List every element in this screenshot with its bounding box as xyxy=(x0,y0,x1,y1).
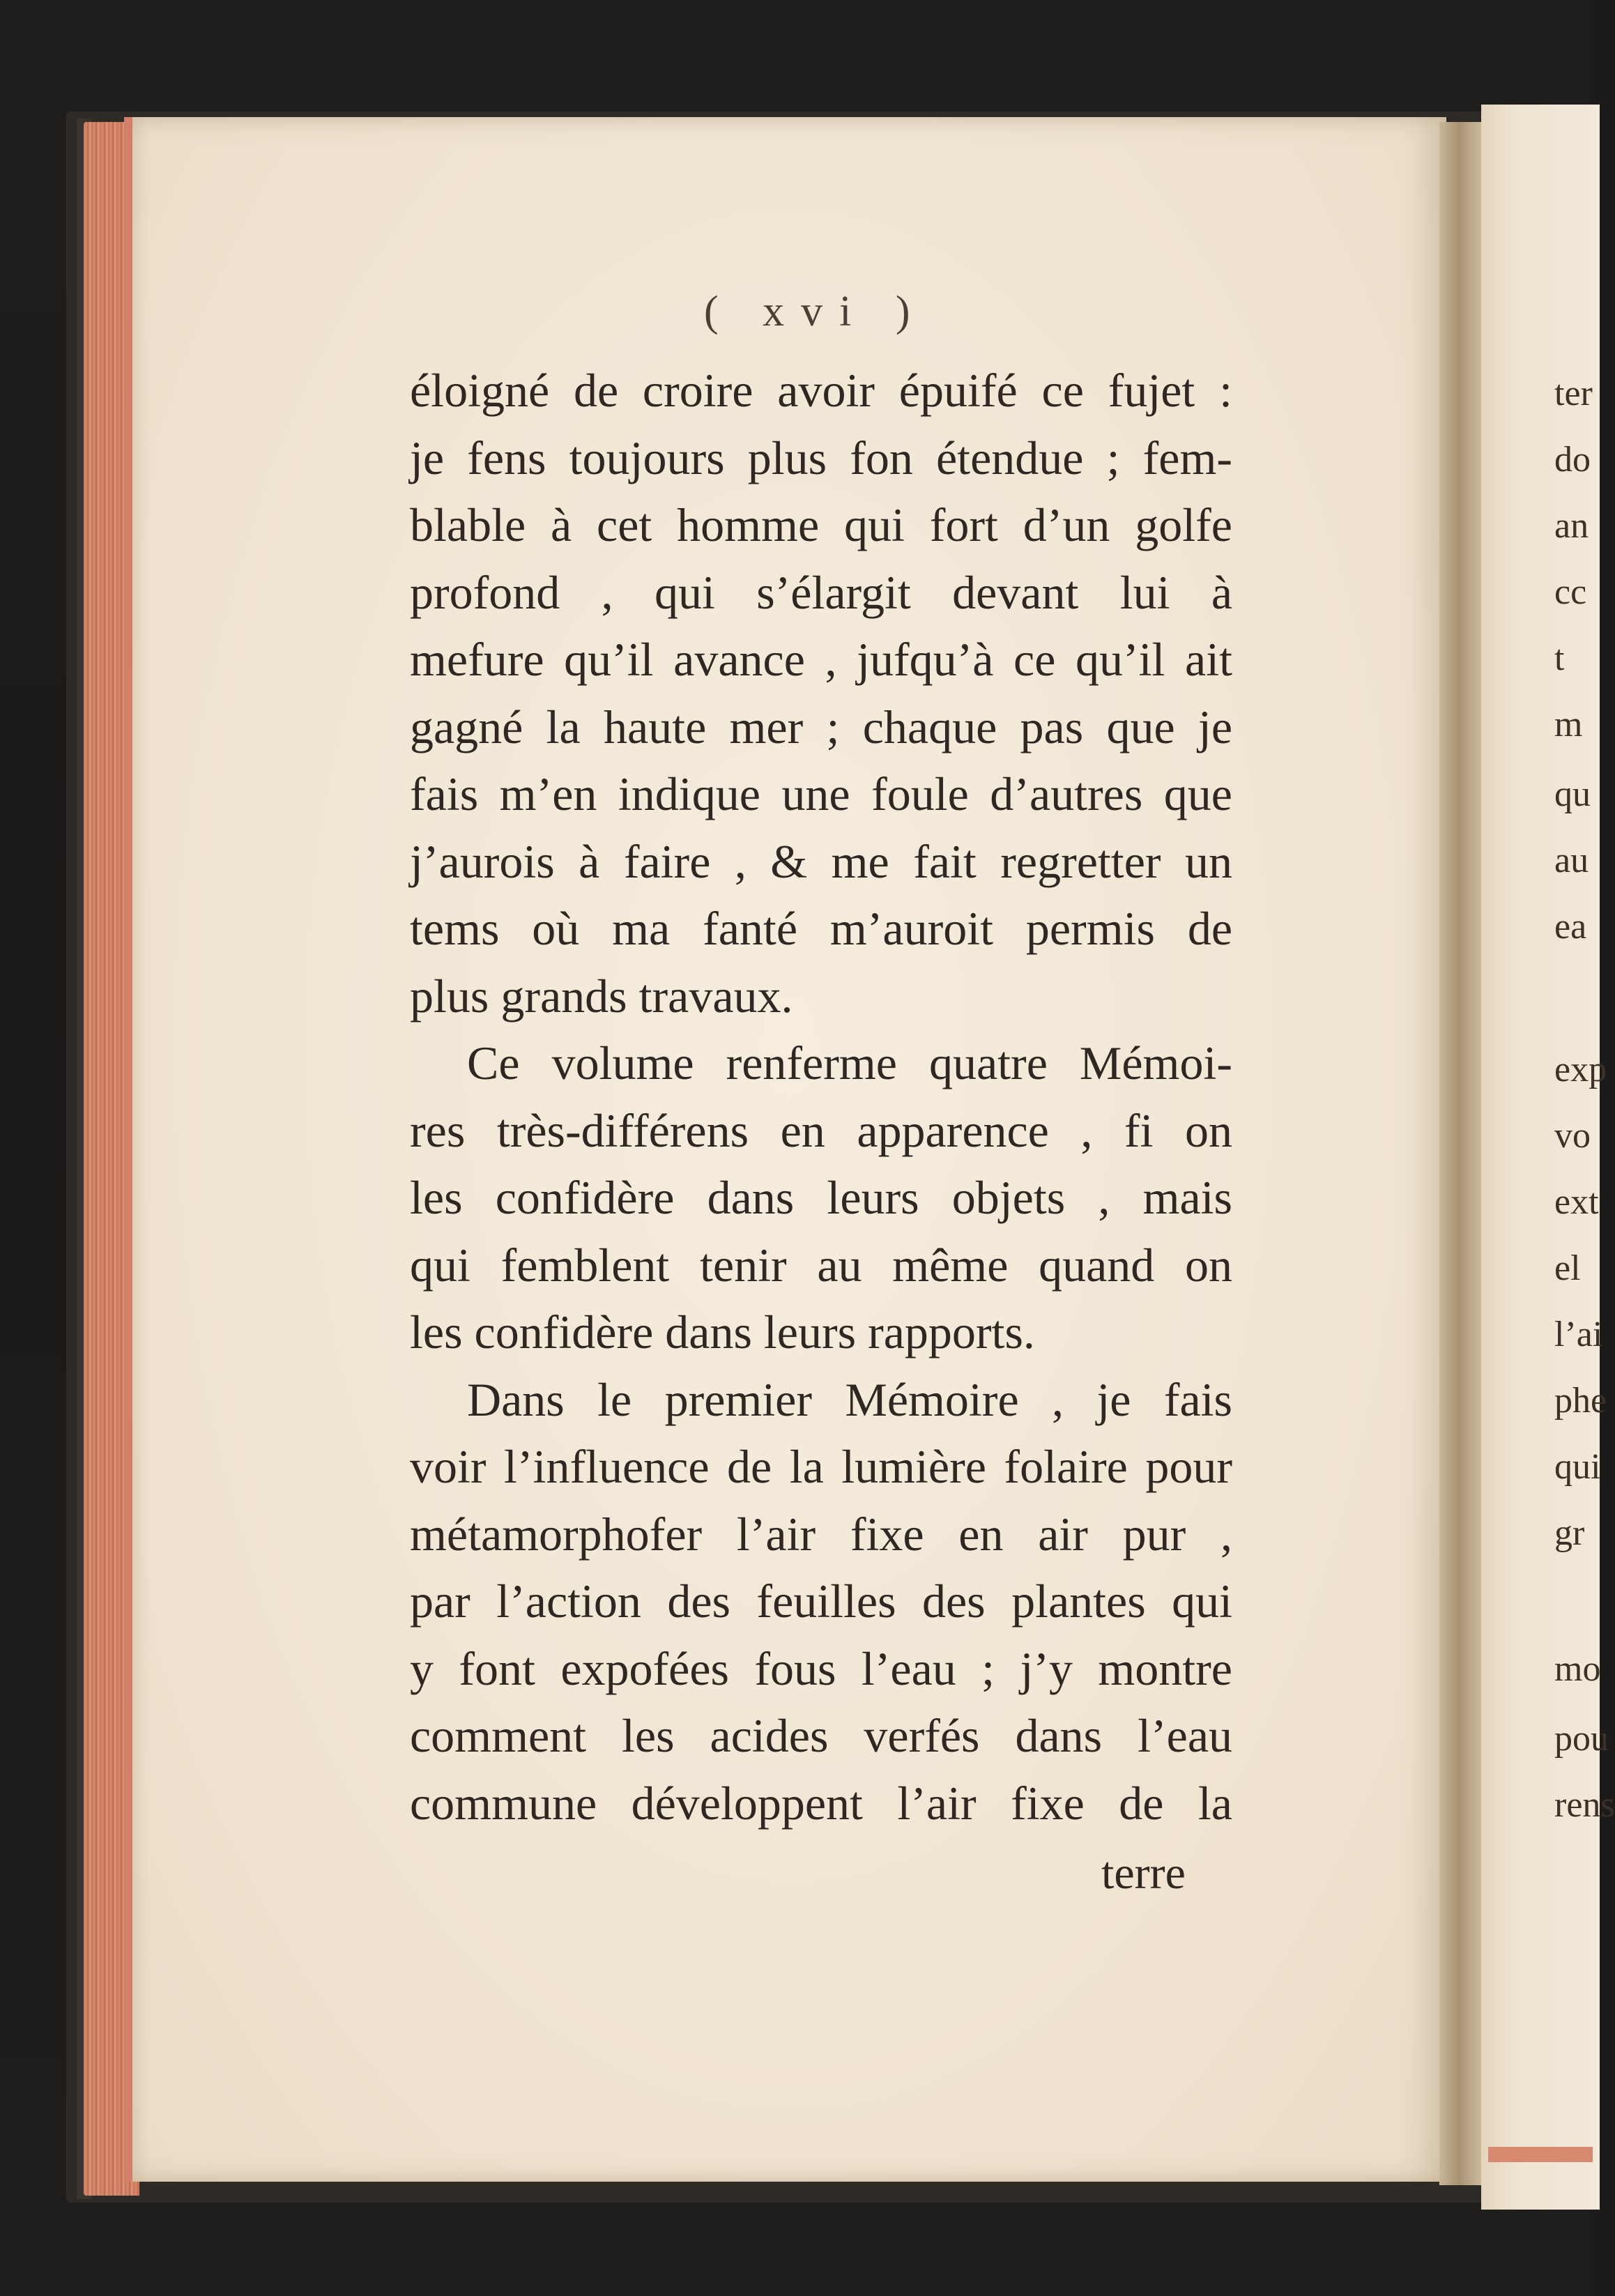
facing-page-fragment: qui xyxy=(1554,1447,1601,1487)
right-page-red-edge xyxy=(1488,2147,1593,2162)
page-header: ( xvi ) xyxy=(704,288,927,335)
catchword: terre xyxy=(1101,1848,1186,1899)
body-text xyxy=(410,357,1232,1837)
text-line: j’aurois à faire , & me fait regretter un xyxy=(410,834,1232,888)
facing-page-fragment: rens xyxy=(1554,1785,1615,1825)
text-line: qui femblent tenir au même quand on xyxy=(410,1238,1232,1292)
facing-page-fragment: ter xyxy=(1554,374,1593,413)
facing-page-fragment: qu xyxy=(1554,774,1591,814)
text-line: profond , qui s’élargit devant lui à xyxy=(410,565,1232,619)
text-line: les confidère dans leurs rapports. xyxy=(410,1306,1035,1359)
facing-page-fragment: mo xyxy=(1554,1649,1601,1689)
text-line: Dans le premier Mémoire , je fais xyxy=(467,1372,1232,1426)
text-line: les confidère dans leurs objets , mais xyxy=(410,1171,1232,1224)
text-line: je fens toujours plus fon étendue ; fem- xyxy=(410,431,1232,484)
facing-page-fragment: el xyxy=(1554,1248,1581,1288)
text-line: commune développent l’air fixe de la xyxy=(410,1776,1232,1830)
text-line: gagné la haute mer ; chaque pas que je xyxy=(410,700,1232,753)
facing-page-fragment: l’ai xyxy=(1554,1315,1603,1354)
facing-page-fragment: exp xyxy=(1554,1050,1607,1089)
facing-page-fragment: cc xyxy=(1554,572,1587,612)
facing-page-fragment: phe xyxy=(1554,1381,1607,1421)
text-line: comment les acides verfés dans l’eau xyxy=(410,1709,1232,1762)
text-line: res très-différens en apparence , fi on xyxy=(410,1103,1232,1157)
text-line: voir l’influence de la lumière folaire pour xyxy=(410,1440,1232,1493)
facing-page-fragment: pou xyxy=(1554,1719,1609,1759)
right-page xyxy=(1481,105,1603,2210)
text-line: blable à cet homme qui fort d’un golfe xyxy=(410,498,1232,551)
facing-page-fragment: an xyxy=(1554,506,1589,546)
text-line: éloigné de croire avoir épuifé ce fujet : xyxy=(410,364,1232,417)
text-line: y font expofées fous l’eau ; j’y montre xyxy=(410,1641,1232,1695)
facing-page-fragment: gr xyxy=(1554,1513,1585,1553)
facing-page-fragment: ea xyxy=(1554,907,1587,947)
text-line: tems où ma fanté m’auroit permis de xyxy=(410,902,1232,955)
facing-page-fragment: ext xyxy=(1554,1182,1599,1222)
text-line: mefure qu’il avance , jufqu’à ce qu’il ait xyxy=(410,633,1232,686)
text-line: fais m’en indique une foule d’autres que xyxy=(410,767,1232,820)
text-line: métamorphofer l’air fixe en air pur , xyxy=(410,1507,1232,1561)
text-line: plus grands travaux. xyxy=(410,969,793,1023)
facing-page-fragment: au xyxy=(1554,841,1589,880)
text-line: Ce volume renferme quatre Mémoi- xyxy=(467,1036,1232,1089)
text-line: par l’action des feuilles des plantes qui xyxy=(410,1575,1232,1628)
facing-page-fragment: vo xyxy=(1554,1116,1591,1156)
facing-page-fragment: do xyxy=(1554,440,1591,480)
facing-page-fragment: m xyxy=(1554,705,1583,744)
facing-page-fragment: t xyxy=(1554,638,1565,678)
